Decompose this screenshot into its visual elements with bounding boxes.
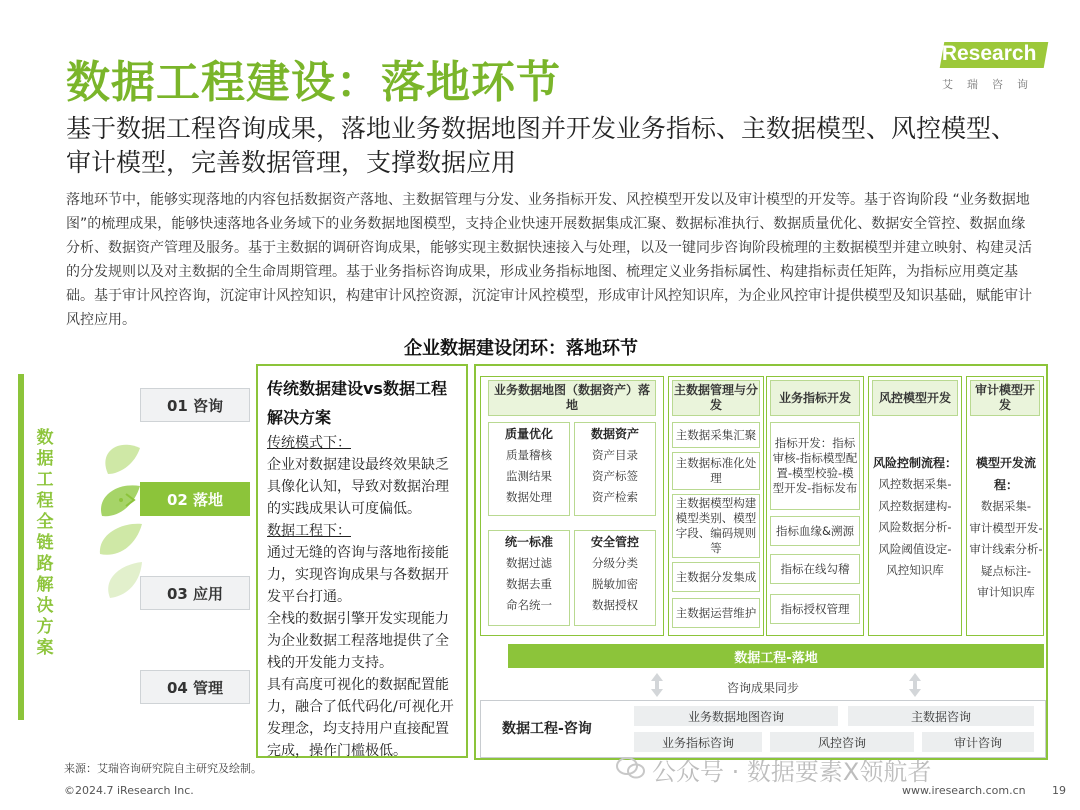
audit-list [966,452,1046,604]
risk-item: 风控数据建构- [878,498,952,513]
indicator-item: 指标血缘&溯源 [770,516,860,546]
side-label: 数据工程全链路解决方案 [36,428,54,658]
master-item: 主数据采集汇聚 [672,422,760,448]
page-subtitle: 基于数据工程咨询成果，落地业务数据地图并开发业务指标、主数据模型、风控模型、审计模型，完善数据管理，支撑数据应用 [66,114,1017,177]
audit-list-title: 模型开发流程： [975,456,1036,492]
page-number: 19 [1052,784,1066,797]
consult-chip: 主数据咨询 [848,706,1034,726]
box-title: 安全管控 [590,535,639,549]
petal-decoration-icon [88,434,148,614]
consult-chip: 业务指标咨询 [634,732,762,752]
side-accent-bar [18,374,24,720]
consult-label: 数据工程-咨询 [502,721,592,737]
column-indicators-header: 业务指标开发 [770,380,860,416]
box-item: 资产标签 [592,469,638,483]
traditional-text: 企业对数据建设最终效果缺乏具像化认知，导致对数据治理的实践成果认可度偏低。 [267,457,449,517]
iresearch-logo [932,36,1050,96]
box-item: 命名统一 [506,598,552,612]
logo-brand: iResearch [936,42,1037,65]
box-security [574,530,656,626]
step-landing: 02 落地 [140,482,250,516]
risk-list-title: 风险控制流程： [872,456,957,470]
box-item: 资产目录 [592,448,638,462]
risk-item: 风控知识库 [886,563,944,577]
box-item: 数据处理 [506,490,552,504]
box-title: 质量优化 [504,427,553,441]
audit-item: 数据采集- [980,499,1032,513]
risk-item: 风控数据采集- [878,477,952,491]
column-audit-header: 审计模型开发 [970,380,1040,416]
comparison-title: 传统数据建设vs数据工程解决方案 [267,379,447,427]
indicator-item: 指标在线勾稽 [770,554,860,584]
page-title: 数据工程建设：落地环节 [66,57,561,108]
column-data-map-header: 业务数据地图（数据资产）落地 [488,380,656,416]
logo-subtitle: 艾瑞咨询 [942,78,1042,91]
master-item: 主数据模型构建模型类别、模型字段、编码规则等 [672,494,760,558]
traditional-label: 传统模式下： [267,435,351,451]
box-item: 监测结果 [506,469,552,483]
audit-item: 疑点标注- [980,563,1032,578]
box-item: 分级分类 [592,556,638,570]
box-title: 统一标准 [504,535,553,549]
engineering-label: 数据工程下： [267,523,351,539]
step-consult: 01 咨询 [140,388,250,422]
website: www.iresearch.com.cn [902,784,1026,797]
box-assets [574,422,656,516]
risk-item: 风险数据分析- [878,520,952,534]
sync-label: 咨询成果同步 [726,680,799,695]
copyright: ©2024.7 iResearch Inc. [64,784,194,797]
indicator-item: 指标授权管理 [770,594,860,624]
arrow-right-icon [118,492,140,508]
watermark: 公众号 · 数据要素X领航者 [652,758,932,786]
column-master-data-header: 主数据管理与分发 [672,380,760,416]
box-item: 数据授权 [592,598,638,612]
risk-item: 风险阈值设定- [878,541,952,556]
box-item: 质量稽核 [506,448,552,462]
source-note: 来源：艾瑞咨询研究院自主研究及绘制。 [64,762,262,775]
consult-chip: 业务数据地图咨询 [634,706,838,726]
master-item: 主数据运营维护 [672,598,760,628]
step-management: 04 管理 [140,670,250,704]
engineering-text-1: 通过无缝的咨询与落地衔接能力，实现咨询成果与各数据开发平台打通。 [267,545,449,605]
comparison-panel [256,364,468,758]
consult-chip: 风控咨询 [770,732,914,752]
figure-title: 企业数据建设闭环：落地环节 [404,338,638,359]
box-item: 数据过滤 [506,556,552,570]
box-quality [488,422,570,516]
box-standard [488,530,570,626]
engineering-text-2: 全栈的数据引擎开发实现能力为企业数据工程落地提供了全栈的开发能力支持。 [267,611,449,671]
master-item: 主数据分发集成 [672,562,760,592]
indicator-item: 指标开发：指标审核-指标模型配置-模型校验-模型开发-指标发布 [770,422,860,510]
consult-chip: 审计咨询 [922,732,1034,752]
box-title: 数据资产 [590,427,639,441]
landing-bar: 数据工程-落地 [508,644,1044,668]
box-item: 资产检索 [592,490,638,504]
audit-item: 审计线索分析- [969,542,1043,556]
risk-list [870,452,960,582]
wechat-icon [616,756,646,780]
master-item: 主数据标准化处理 [672,452,760,490]
intro-paragraph: 落地环节中，能够实现落地的内容包括数据资产落地、主数据管理与分发、业务指标开发、风控模型开发以及审计模型的开发等。基于咨询阶段 “业务数据地图”的梳理成果，能够快速落地各业务域下的业务数据地图模型，支持企业快速开展数据集成汇聚、数据标准执行、数据质量优化、数据安全管控、数据血缘分析、数据资产管理及服务。基于主数据的调研咨询成果，能够实现主数据快速接入与处理，以及一键同步咨询阶段梳理的主数据模型并建立映射、构建灵活的分发规则以及对主数据的全生命周期管理。基于业务指标咨询成果，形成业务指标地图、梳理定义业务指标属性、构建指标责任矩阵，为指标应用奠定基础。基于审计风控咨询，沉淀审计风控知识，构建审计风控资源，沉淀审计风控模型，形成审计风控知识库，为企业风控审计提供模型及知识基础，赋能审计风控应用。 [66,192,1032,328]
column-risk-header: 风控模型开发 [872,380,958,416]
audit-item: 审计模型开发- [969,520,1043,535]
box-item: 脱敏加密 [592,577,638,591]
audit-item: 审计知识库 [977,585,1035,599]
step-application: 03 应用 [140,576,250,610]
engineering-text-3: 具有高度可视化的数据配置能力，融合了低代码化/可视化开发理念，均支持用户直接配置完成，操作门槛极低。 [267,677,454,759]
box-item: 数据去重 [506,577,552,591]
